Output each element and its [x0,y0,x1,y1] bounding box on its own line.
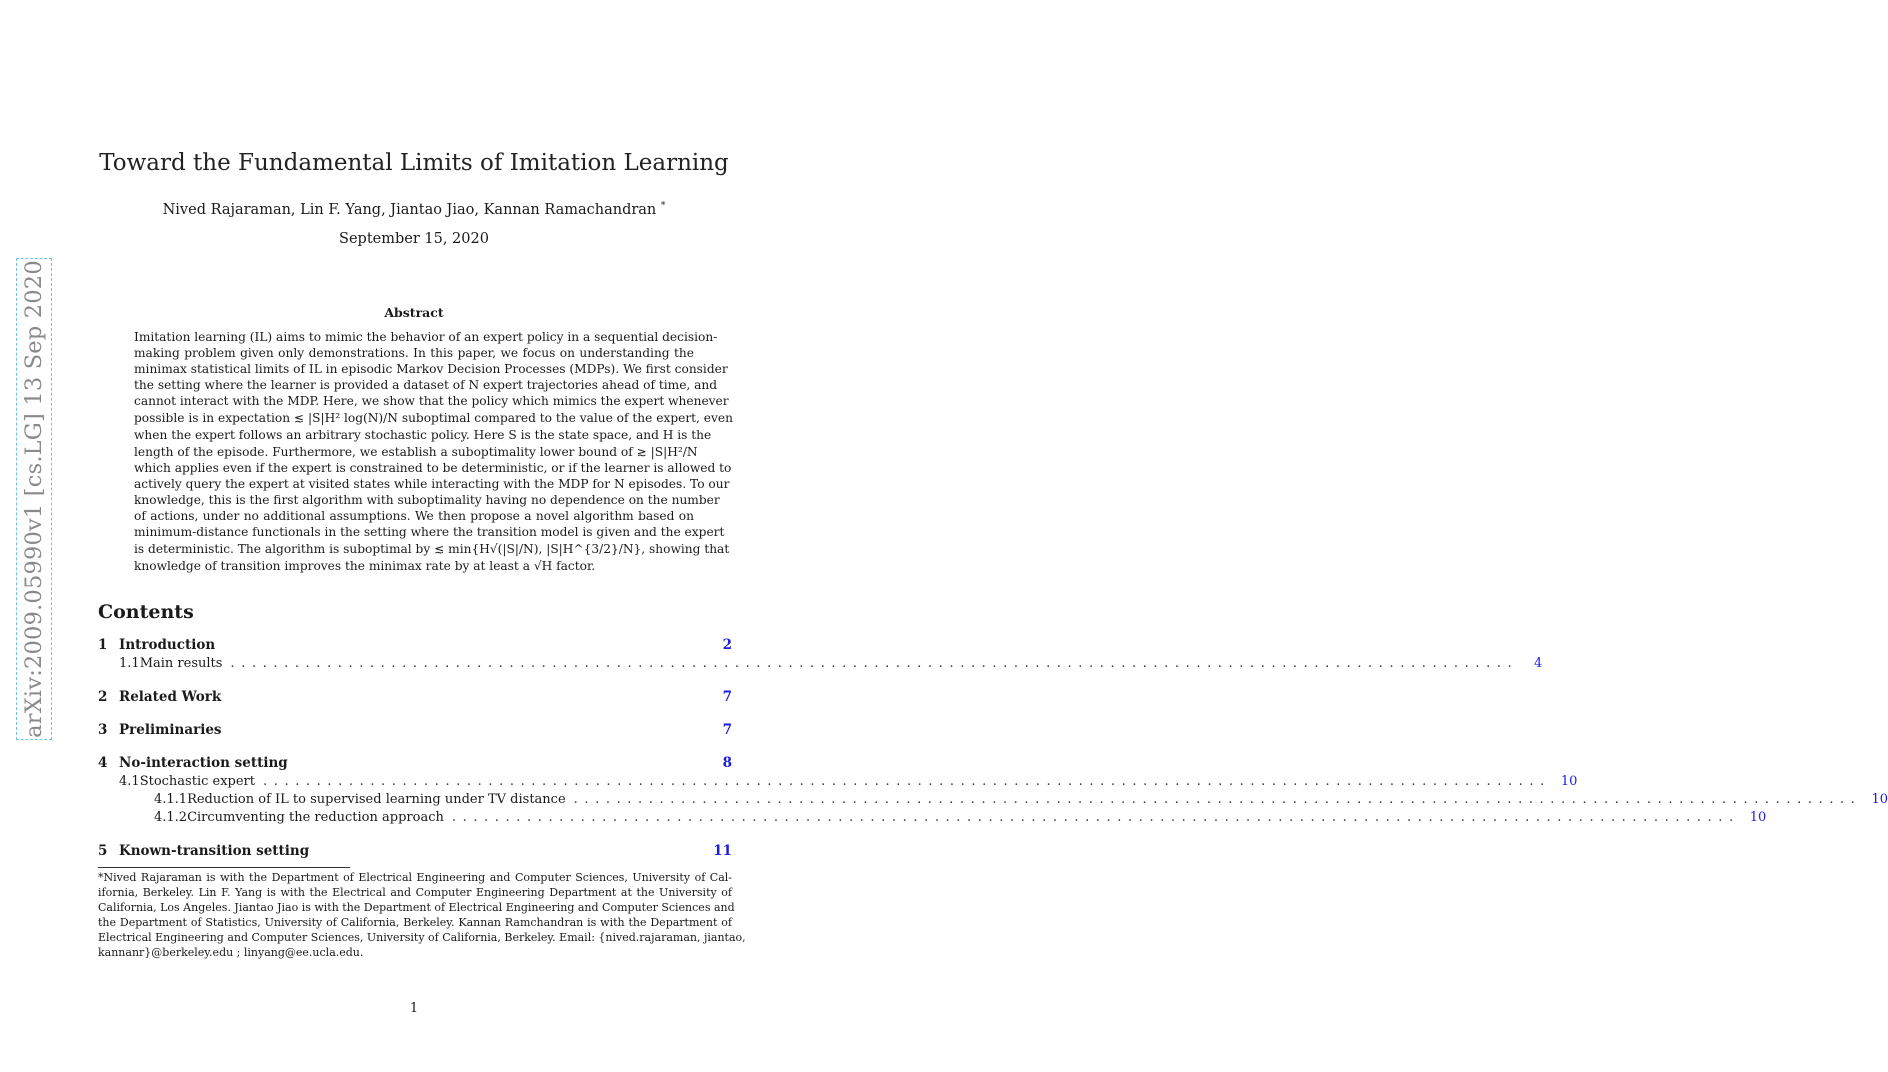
toc-page-link[interactable]: 7 [722,722,732,738]
toc-entry-label: Main results [139,656,223,671]
author-list [0,201,828,218]
author-footnote [98,870,746,960]
footnote-line: kannanr}@berkeley.edu ; linyang@ee.ucla.edu. [98,946,364,959]
toc-entry-number: 4.1.2 [154,810,188,825]
footnote-line: ifornia, Berkeley. Lin F. Yang is with the Electrical and Computer Engineering Department at the University of [98,886,732,899]
toc-page-link[interactable]: 2 [722,637,732,653]
footnote-line: *Nived Rajaraman is with the Department of Electrical Engineering and Computer Sciences, University of Cal- [98,871,732,884]
arxiv-identifier: arXiv:2009.05990v1 [cs.LG] 13 Sep 2020 [21,260,48,738]
abstract-line: length of the episode. Furthermore, we establish a suboptimality lower bound of ≳ |S|H²/N [134,444,698,459]
toc-entry-label: Related Work [119,689,222,705]
toc-entry[interactable] [98,810,1767,828]
toc-page-link[interactable]: 10 [1749,810,1767,825]
abstract-line: of actions, under no additional assumptions. We then propose a novel algorithm based on [134,508,694,523]
toc-entry-number: 4.1 [119,774,140,789]
toc-entry-label: Known-transition setting [119,843,310,859]
contents-heading: Contents [98,601,194,623]
toc-entry-label: Circumventing the reduction approach [187,810,444,825]
toc-page-link[interactable]: 10 [1560,774,1578,789]
footnote-line: California, Los Angeles. Jiantao Jiao is with the Department of Electrical Engineering and Computer Sciences and [98,901,735,914]
footnote-line: the Department of Statistics, University of California, Berkeley. Kannan Ramchandran is with the Department of [98,916,732,929]
authors-text: Nived Rajaraman, Lin F. Yang, Jiantao Jiao, Kannan Ramachandran [162,201,657,218]
toc-page-link[interactable]: 11 [713,843,732,859]
footnote-line: Electrical Engineering and Computer Sciences, University of California, Berkeley. Email: {nived.rajaraman, jiantao, [98,931,746,944]
toc-entry-label: No-interaction setting [119,755,288,771]
toc-page-link[interactable]: 8 [722,755,732,771]
author-footnote-mark[interactable]: * [660,201,666,211]
abstract-line: is deterministic. The algorithm is suboptimal by ≲ min{H√(|S|/N), |S|H^{3/2}/N}, showing that [134,542,730,557]
toc-entry-number: 1.1 [119,656,140,671]
toc-dot-leader: ........................................................................................................................ [573,792,1862,807]
toc-page-link[interactable]: 4 [1534,656,1543,671]
toc-entry[interactable] [98,755,732,773]
abstract-line: possible is in expectation ≲ |S|H² log(N)/N suboptimal compared to the value of the expert, even [134,411,733,426]
abstract-line: the setting where the learner is provided a dataset of N expert trajectories ahead of time, and [134,378,718,393]
abstract-line: minimum-distance functionals in the setting where the transition model is given and the expert [134,525,725,540]
abstract-line: minimax statistical limits of IL in episodic Markov Decision Processes (MDPs). We first consider [134,362,728,377]
footnote-divider [98,867,350,868]
arxiv-identifier-stamp[interactable] [16,258,52,740]
toc-entry[interactable] [98,843,732,861]
toc-entry-label: Preliminaries [119,722,222,738]
toc-page-link[interactable]: 7 [722,689,732,705]
toc-entry[interactable] [98,774,1578,792]
abstract-line: knowledge of transition improves the minimax rate by at least a √H factor. [134,559,596,574]
abstract-line: cannot interact with the MDP. Here, we show that the policy which mimics the expert whenever [134,394,729,409]
abstract-heading: Abstract [384,305,444,320]
toc-entry[interactable] [98,792,1888,810]
toc-entry-label: Reduction of IL to supervised learning under TV distance [187,792,566,807]
toc-page-link[interactable]: 10 [1871,792,1888,807]
toc-entry[interactable] [98,722,732,740]
abstract-line: knowledge, this is the first algorithm with suboptimality having no dependence on the number [134,492,720,507]
abstract-line: making problem given only demonstrations. In this paper, we focus on understanding the [134,346,694,361]
abstract-line: which applies even if the expert is constrained to be deterministic, or if the learner is allowed to [134,460,732,475]
abstract-line: Imitation learning (IL) aims to mimic the behavior of an expert policy in a sequential decision- [134,330,718,344]
toc-entry-number: 4.1.1 [154,792,188,807]
toc-entry-number: 3 [98,722,108,738]
abstract-line: actively query the expert at visited states while interacting with the MDP for N episodes. To our [134,476,730,491]
abstract-line: when the expert follows an arbitrary stochastic policy. Here S is the state space, and H is the [134,428,712,443]
toc-entry[interactable] [98,656,1543,674]
paper-date: September 15, 2020 [339,231,489,247]
toc-entry-label: Stochastic expert [139,774,255,789]
toc-entry[interactable] [98,689,732,707]
toc-dot-leader: ........................................................................................................................ [230,656,1519,671]
paper-title: Toward the Fundamental Limits of Imitation Learning [99,150,729,176]
toc-entry-label: Introduction [119,637,216,653]
toc-dot-leader: ........................................................................................................................ [451,810,1740,825]
toc-entry-number: 2 [98,689,108,705]
abstract-body [134,329,733,574]
page-number: 1 [409,1001,419,1016]
toc-dot-leader: ........................................................................................................................ [263,774,1551,789]
toc-entry[interactable] [98,637,732,655]
toc-entry-number: 1 [98,637,108,653]
toc-entry-number: 5 [98,843,108,859]
toc-entry-number: 4 [98,755,108,771]
